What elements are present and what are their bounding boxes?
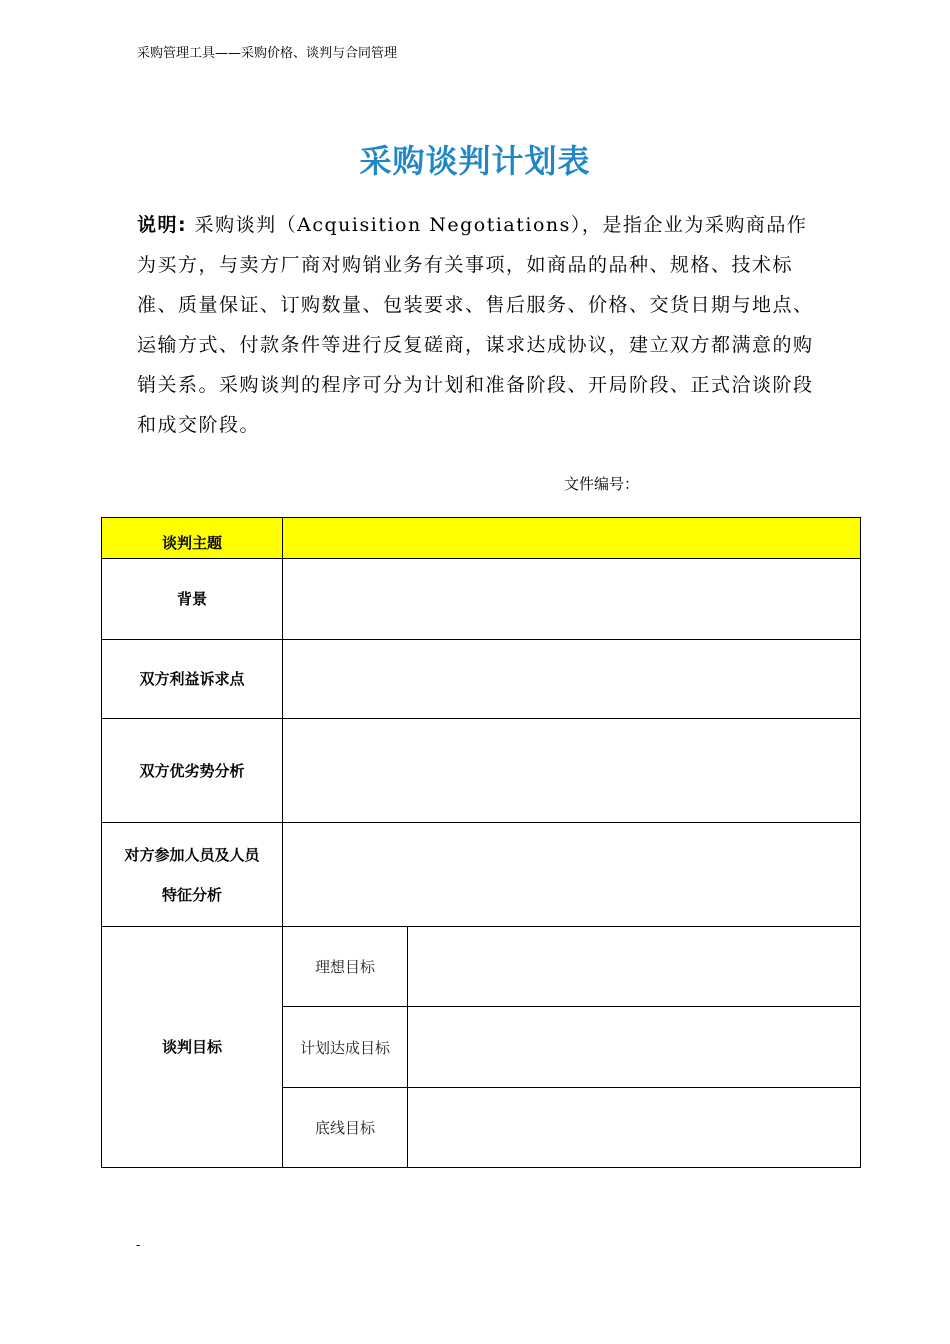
label-participants-line1: 对方参加人员及人员 bbox=[124, 845, 260, 864]
file-number-label: 文件编号： bbox=[564, 475, 640, 493]
negotiation-plan-table bbox=[101, 517, 861, 1168]
label-goal-plan: 计划达成目标 bbox=[283, 1007, 408, 1088]
table-row-goal-ideal bbox=[102, 927, 861, 1007]
value-interests[interactable] bbox=[283, 640, 861, 719]
label-goal-bottom: 底线目标 bbox=[283, 1088, 408, 1168]
label-topic: 谈判主题 bbox=[102, 518, 283, 559]
value-goal-plan[interactable] bbox=[408, 1007, 861, 1088]
page-header: 采购管理工具——采购价格、谈判与合同管理 bbox=[137, 46, 398, 61]
table-row-topic bbox=[102, 518, 861, 559]
value-goal-bottom[interactable] bbox=[408, 1088, 861, 1168]
value-goal-ideal[interactable] bbox=[408, 927, 861, 1007]
table-row-participants bbox=[102, 823, 861, 927]
label-swot: 双方优劣势分析 bbox=[102, 719, 283, 823]
label-interests: 双方利益诉求点 bbox=[102, 640, 283, 719]
table-row-swot bbox=[102, 719, 861, 823]
footer-mark: - bbox=[136, 1238, 141, 1252]
value-topic[interactable] bbox=[283, 518, 861, 559]
label-participants-line2: 特征分析 bbox=[161, 885, 222, 904]
description bbox=[137, 205, 827, 445]
description-text: 采购谈判（Acquisition Negotiations），是指企业为采购商品作为买方，与卖方厂商对购销业务有关事项，如商品的品种、规格、技术标准、质量保证、订购数量、包装要求、售后服务、价格、交货日期与地点、运输方式、付款条件等进行反复磋商，谋求达成协议，建立双方都满意的购销关系。采购谈判的程序可分为计划和准备阶段、开局阶段、正式洽谈阶段和成交阶段。 bbox=[137, 214, 814, 436]
table-row-background bbox=[102, 559, 861, 640]
table-row-interests bbox=[102, 640, 861, 719]
label-participants bbox=[102, 823, 283, 927]
value-swot[interactable] bbox=[283, 719, 861, 823]
description-label: 说明: bbox=[137, 214, 188, 236]
label-background: 背景 bbox=[102, 559, 283, 640]
label-goals: 谈判目标 bbox=[102, 927, 283, 1168]
label-goal-ideal: 理想目标 bbox=[283, 927, 408, 1007]
page-title: 采购谈判计划表 bbox=[359, 142, 591, 180]
value-background[interactable] bbox=[283, 559, 861, 640]
value-participants[interactable] bbox=[283, 823, 861, 927]
